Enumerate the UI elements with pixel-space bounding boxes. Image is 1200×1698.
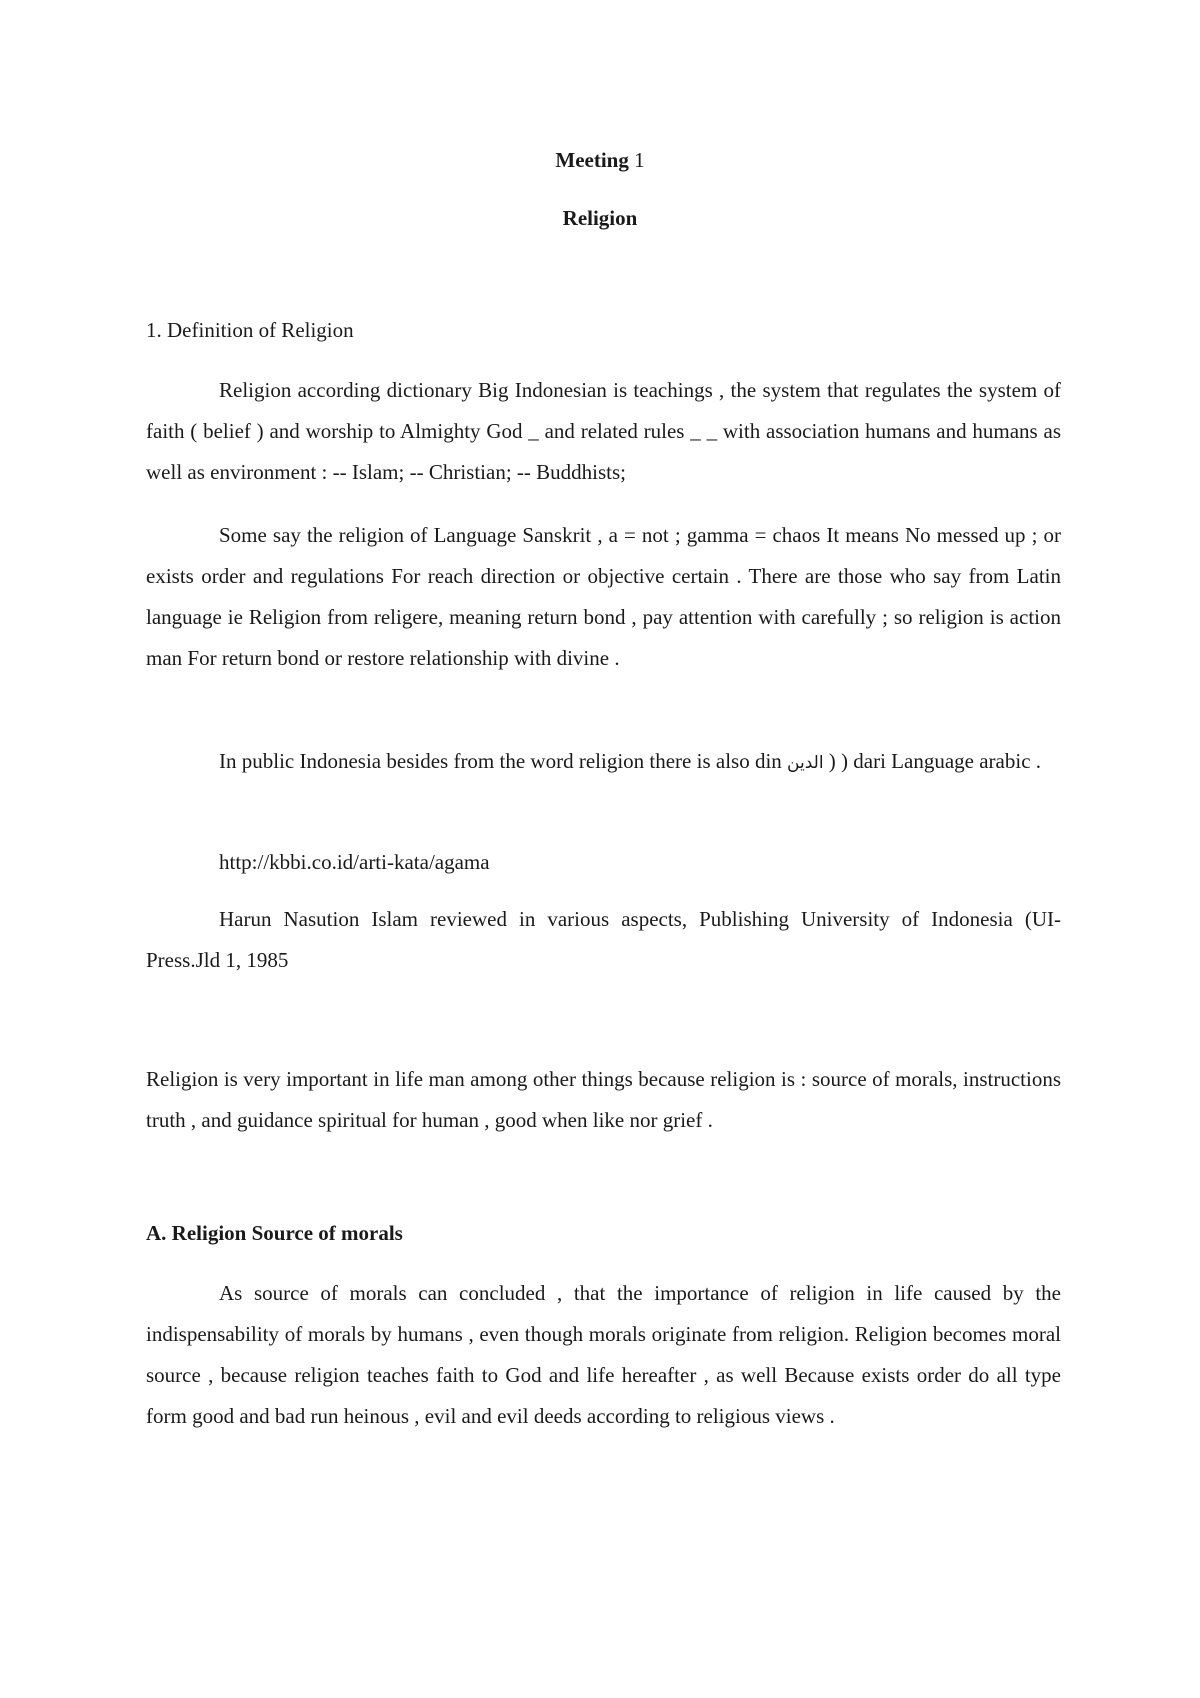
reference-book: Harun Nasution Islam reviewed in various aspects, Publishing University of Indonesia (UI- Press.Jld 1, 1985 (146, 907, 1061, 972)
para3-text-start: In public Indonesia besides from the word religion there is also din (219, 749, 788, 773)
section-a-heading: A. Religion Source of morals (146, 1221, 403, 1245)
importance-paragraph: Religion is very important in life man among other things because religion is : source of morals, instructions truth , and guidance spiritual for human , good when like nor grief . (146, 1067, 1061, 1132)
section-a-paragraph: As source of morals can concluded , that the importance of religion in life caused by the indispensability of morals by humans , even though morals originate from religion. Religion becomes moral source , because religion teaches faith to God and life hereafter , as well Because exists order do all type form good and bad run heinous , evil and evil deeds according to religious views . (146, 1281, 1061, 1428)
meeting-label: Meeting (555, 148, 629, 172)
section-1-heading: 1. Definition of Religion (146, 318, 354, 342)
subject-title: Religion (562, 206, 638, 230)
arabic-word: الدين (787, 753, 824, 773)
definition-paragraph-3 (146, 741, 1061, 784)
definition-paragraph-1: Religion according dictionary Big Indonesian is teachings , the system that regulates the system of faith ( belief ) and worship to Almighty God _ and related rules _ _ with association humans and humans as well as environment : -- Islam; -- Christian; -- Buddhists; (146, 378, 1061, 484)
para3-text-end: ) ) dari Language arabic . (823, 749, 1042, 773)
reference-url: http://kbbi.co.id/arti-kata/agama (219, 850, 490, 874)
definition-paragraph-2: Some say the religion of Language Sanskrit , a = not ; gamma = chaos It means No messed up ; or exists order and regulations For reach direction or objective certain . There are those who say from Latin language ie Religion from religere, meaning return bond , pay attention with carefully ; so religion is action man For return bond or restore relationship with divine . (146, 523, 1061, 670)
meeting-title (0, 145, 1200, 175)
meeting-number: 1 (628, 148, 645, 172)
